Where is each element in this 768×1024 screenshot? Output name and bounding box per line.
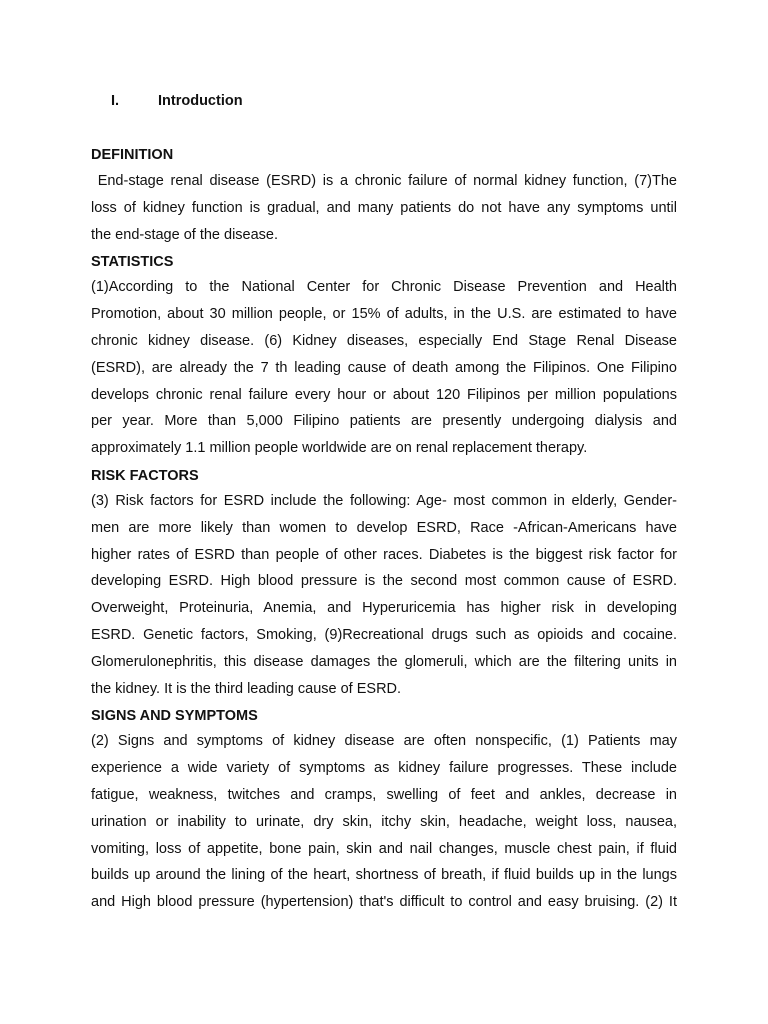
risk-factors-heading: RISK FACTORS: [91, 467, 199, 484]
statistics-line: per year. More than 5,000 Filipino patients are presently undergoing dialysis and: [91, 413, 677, 430]
signs-symptoms-heading: SIGNS AND SYMPTOMS: [91, 708, 258, 725]
statistics-heading: STATISTICS: [91, 254, 174, 271]
statistics-line: (ESRD), are already the 7 th leading cause of death among the Filipinos. One Filipino: [91, 359, 677, 376]
statistics-line: chronic kidney disease. (6) Kidney diseases, especially End Stage Renal Disease: [91, 332, 677, 349]
statistics-line: approximately 1.1 million people worldwide are on renal replacement therapy.: [91, 440, 588, 457]
signs-symptoms-line: urination or inability to urinate, dry skin, itchy skin, headache, weight loss, nausea,: [91, 813, 677, 830]
signs-symptoms-paragraph: [91, 728, 677, 916]
section-number: I.: [111, 93, 120, 109]
section-title: Introduction: [158, 93, 243, 109]
definition-heading: DEFINITION: [91, 147, 174, 163]
definition-line: loss of kidney function is gradual, and many patients do not have any symptoms until: [91, 199, 677, 216]
statistics-line: (1)According to the National Center for Chronic Disease Prevention and Health: [91, 279, 677, 296]
risk-factors-paragraph: [91, 488, 677, 702]
risk-factors-line: men are more likely than women to develop ESRD, Race -African-Americans have: [91, 519, 677, 536]
definition-line: End-stage renal disease (ESRD) is a chronic failure of normal kidney function, (7)The: [91, 173, 677, 189]
signs-symptoms-line: and High blood pressure (hypertension) that's difficult to control and easy bruising. (2) It: [91, 894, 677, 911]
risk-factors-line: Overweight, Proteinuria, Anemia, and Hyperuricemia has higher risk in developing: [91, 600, 677, 617]
signs-symptoms-line: fatigue, weakness, twitches and cramps, swelling of feet and ankles, decrease in: [91, 786, 677, 803]
definition-line: the end-stage of the disease.: [91, 226, 279, 243]
risk-factors-line: (3) Risk factors for ESRD include the following: Age- most common in elderly, Gender-: [91, 492, 677, 509]
document-body: [91, 145, 677, 916]
signs-symptoms-line: builds up around the lining of the heart, shortness of breath, if fluid builds up in the lungs: [91, 867, 677, 884]
risk-factors-line: the kidney. It is the third leading cause of ESRD.: [91, 680, 402, 697]
signs-symptoms-line: vomiting, loss of appetite, bone pain, skin and nail changes, muscle chest pain, if fluid: [91, 840, 677, 857]
risk-factors-line: ESRD. Genetic factors, Smoking, (9)Recreational drugs such as opioids and cocaine.: [91, 626, 677, 643]
statistics-paragraph: [91, 274, 677, 462]
signs-symptoms-line: (2) Signs and symptoms of kidney disease are often nonspecific, (1) Patients may: [91, 733, 677, 750]
definition-paragraph: [91, 168, 677, 248]
statistics-line: Promotion, about 30 million people, or 15% of adults, in the U.S. are estimated to have: [91, 306, 677, 323]
signs-symptoms-line: experience a wide variety of symptoms as kidney failure progresses. These include: [91, 760, 677, 777]
statistics-line: develops chronic renal failure every hour or about 120 Filipinos per million populations: [91, 386, 677, 403]
section-heading: [111, 92, 243, 110]
risk-factors-line: higher rates of ESRD than people of other races. Diabetes is the biggest risk factor for: [91, 546, 677, 563]
risk-factors-line: developing ESRD. High blood pressure is the second most common cause of ESRD.: [91, 573, 677, 590]
risk-factors-line: Glomerulonephritis, this disease damages the glomeruli, which are the filtering units in: [91, 653, 677, 670]
